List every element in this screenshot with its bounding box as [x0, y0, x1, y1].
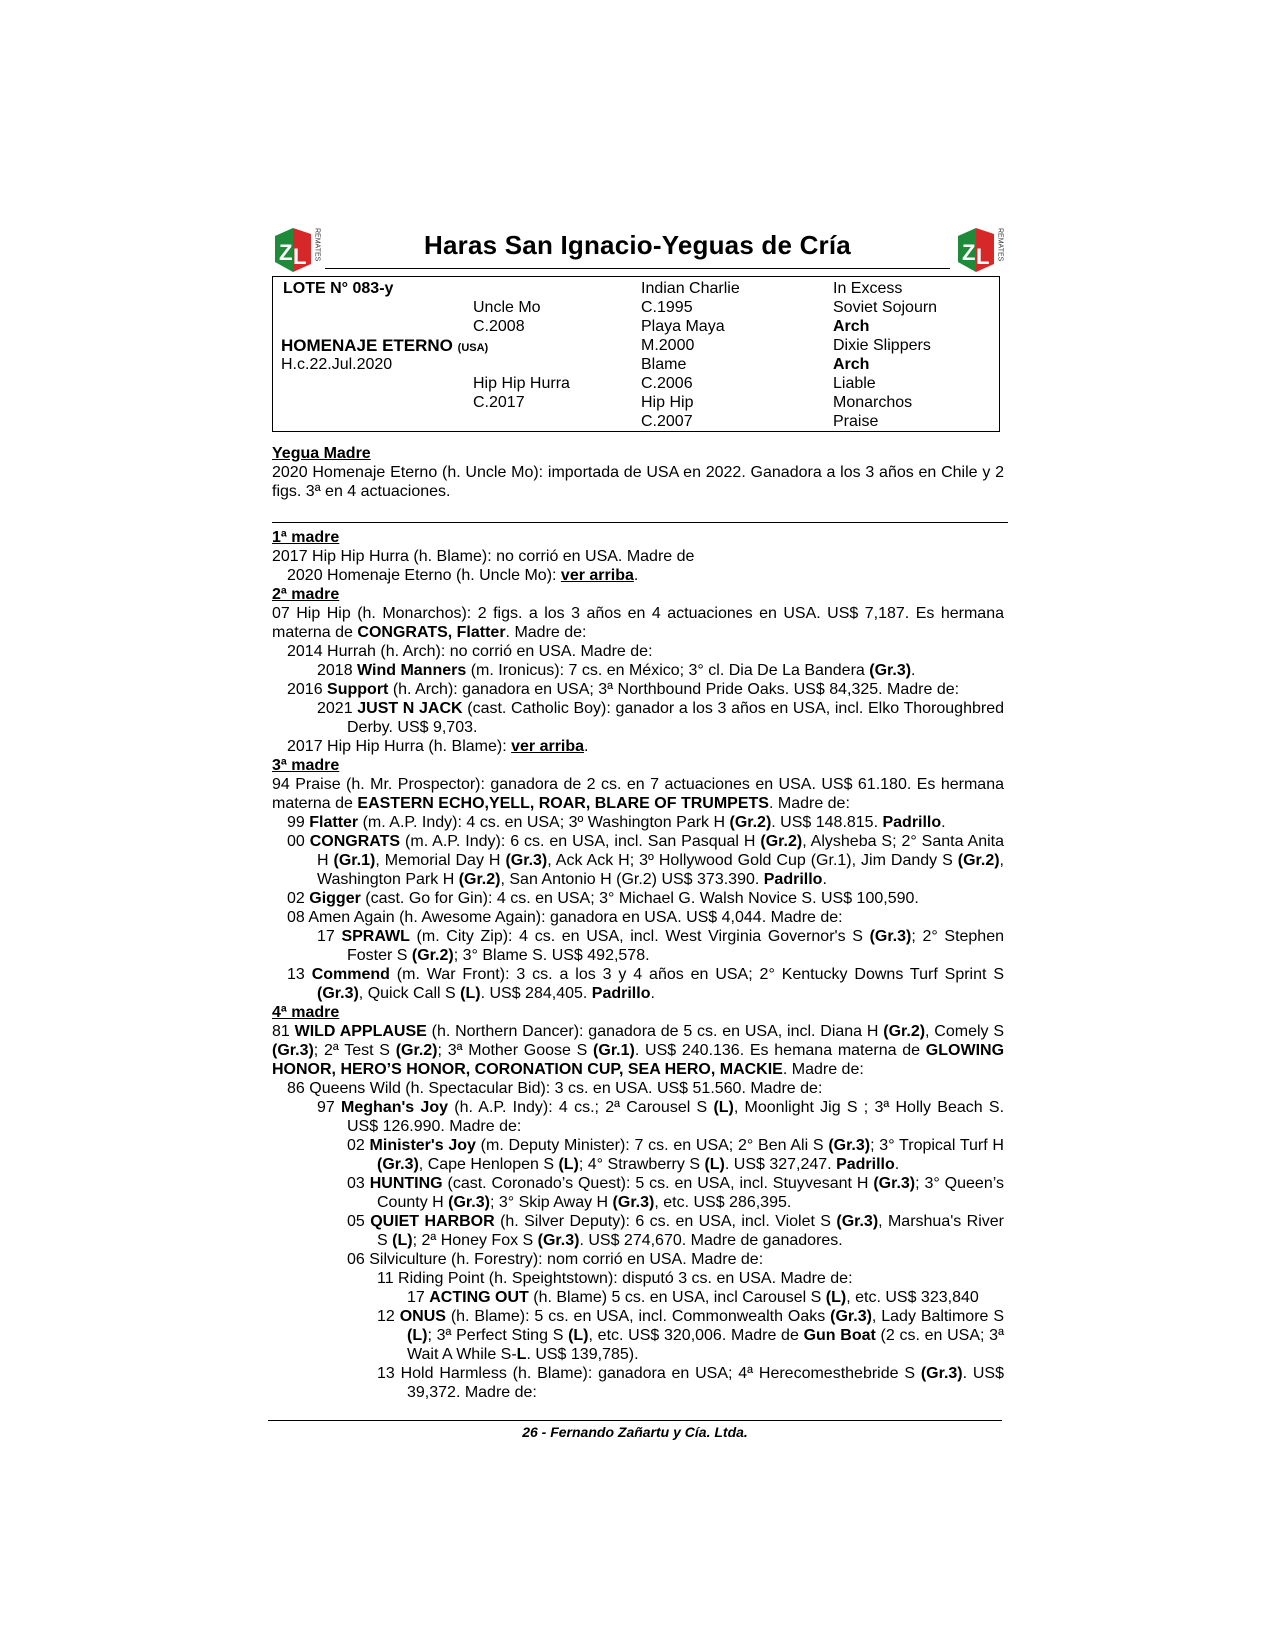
- madre3-line6: 13 Commend (m. War Front): 3 cs. a los 3 y 4 años en USA; 2° Kentucky Downs Turf Sprint S (Gr.3), Quick Call S (L). US$ 284,405. Padrillo.: [287, 966, 1004, 1002]
- great-grandparent-1: In Excess: [833, 280, 903, 297]
- lot-number: LOTE N° 083-y: [283, 280, 394, 297]
- madre4-line4: 03 HUNTING (cast. Coronado’s Quest): 5 cs. en USA, incl. Stuyvesant H (Gr.3); 3° Queen’s County H (Gr.3); 3° Skip Away H (Gr.3), etc. US$ 286,395.: [347, 1175, 1004, 1211]
- dam-year: C.2017: [473, 394, 525, 411]
- yegua-madre-heading: Yegua Madre: [272, 445, 371, 462]
- great-grandparent-4: Dixie Slippers: [833, 337, 931, 354]
- yegua-madre-text: 2020 Homenaje Eterno (h. Uncle Mo): importada de USA en 2022. Ganadora a los 3 años en Chile y 2 figs. 3ª en 4 actuaciones.: [272, 464, 1004, 500]
- madre3-para: 94 Praise (h. Mr. Prospector): ganadora de 2 cs. en 7 actuaciones en USA. US$ 61.180. Es hermana materna de EASTERN ECHO,YELL, ROAR, BLARE OF TRUMPETS. Madre de:: [272, 776, 1004, 812]
- madre2-line5: 2017 Hip Hip Hurra (h. Blame): ver arriba.: [287, 738, 589, 755]
- sire-name: Uncle Mo: [473, 299, 541, 316]
- madre3-line4: 08 Amen Again (h. Awesome Again): ganadora en USA. US$ 4,044. Madre de:: [287, 909, 843, 926]
- grandsire-1: Indian Charlie: [641, 280, 740, 297]
- madre4-line2: 97 Meghan's Joy (h. A.P. Indy): 4 cs.; 2ª Carousel S (L), Moonlight Jig S ; 3ª Holly Beach S. US$ 126.990. Madre de:: [317, 1099, 1005, 1135]
- madre2-line3: 2016 Support (h. Arch): ganadora en USA; 3ª Northbound Pride Oaks. US$ 84,325. Madre de:: [287, 681, 960, 698]
- madre3-heading: 3ª madre: [272, 757, 340, 774]
- remates-logo-right: [954, 222, 1006, 278]
- great-grandparent-5: Arch: [833, 356, 870, 373]
- pedigree-box: [272, 276, 1000, 432]
- svg-text:L: L: [976, 244, 990, 269]
- madre4-line1: 86 Queens Wild (h. Spectacular Bid): 3 cs. en USA. US$ 51.560. Madre de:: [287, 1080, 823, 1097]
- grandsire-2: Blame: [641, 356, 687, 373]
- madre4-line8: 17 ACTING OUT (h. Blame) 5 cs. en USA, incl Carousel S (L), etc. US$ 323,840: [407, 1289, 979, 1306]
- grandsire-1-year: C.1995: [641, 299, 693, 316]
- great-grandparent-8: Praise: [833, 413, 879, 430]
- svg-text:Z: Z: [962, 240, 976, 265]
- grandsire-2-year: C.2006: [641, 375, 693, 392]
- granddam-2-year: C.2007: [641, 413, 693, 430]
- madre4-heading: 4ª madre: [272, 1004, 340, 1021]
- svg-text:REMATES: REMATES: [313, 228, 321, 262]
- madre3-line5: 17 SPRAWL (m. City Zip): 4 cs. en USA, incl. West Virginia Governor's S (Gr.3); 2° Stephen Foster S (Gr.2); 3° Blame S. US$ 492,578.: [317, 928, 1005, 964]
- footer-rule: [268, 1420, 1002, 1421]
- title-rule: [325, 268, 950, 269]
- madre4-line9: 12 ONUS (h. Blame): 5 cs. en USA, incl. Commonwealth Oaks (Gr.3), Lady Baltimore S (L); 3ª Perfect Sting S (L), etc. US$ 320,006. Madre de Gun Boat (2 cs. en USA; 3ª Wait A While S-L. US$ 139,785).: [377, 1308, 1005, 1363]
- great-grandparent-3: Arch: [833, 318, 870, 335]
- madre4-line10: 13 Hold Harmless (h. Blame): ganadora en USA; 4ª Herecomesthebride S (Gr.3). US$ 39,372. Madre de:: [377, 1365, 1005, 1401]
- great-grandparent-6: Liable: [833, 375, 876, 392]
- page-footer: 26 - Fernando Zañartu y Cía. Ltda.: [522, 1424, 748, 1440]
- madre1-line1: 2017 Hip Hip Hurra (h. Blame): no corrió en USA. Madre de: [272, 548, 695, 565]
- madre2-line1: 2014 Hurrah (h. Arch): no corrió en USA. Madre de:: [287, 643, 653, 660]
- granddam-2: Hip Hip: [641, 394, 694, 411]
- svg-text:L: L: [293, 244, 307, 269]
- horse-birth: H.c.22.Jul.2020: [281, 356, 393, 373]
- madre3-line3: 02 Gigger (cast. Go for Gin): 4 cs. en USA; 3° Michael G. Walsh Novice S. US$ 100,590.: [287, 890, 919, 907]
- madre3-line2: 00 CONGRATS (m. A.P. Indy): 6 cs. en USA, incl. San Pasqual H (Gr.2), Alysheba S; 2° Santa Anita H (Gr.1), Memorial Day H (Gr.3), Ack Ack H; 3º Hollywood Gold Cup (Gr.1), Jim Dandy S (Gr.2), Washington Park H (Gr.2), San Antonio H (Gr.2) US$ 373.390. Padrillo.: [287, 833, 1005, 888]
- granddam-1-year: M.2000: [641, 337, 695, 354]
- madre4-line3: 02 Minister's Joy (m. Deputy Minister): 7 cs. en USA; 2° Ben Ali S (Gr.3); 3° Tropical Turf H (Gr.3), Cape Henlopen S (L); 4° Strawberry S (L). US$ 327,247. Padrillo.: [347, 1137, 1004, 1173]
- page-title: Haras San Ignacio-Yeguas de Cría: [424, 230, 851, 260]
- sire-year: C.2008: [473, 318, 525, 335]
- svg-text:REMATES: REMATES: [996, 228, 1004, 262]
- dam-name: Hip Hip Hurra: [473, 375, 570, 392]
- madre1-line2: 2020 Homenaje Eterno (h. Uncle Mo): ver arriba.: [287, 567, 639, 584]
- madre2-heading: 2ª madre: [272, 586, 340, 603]
- madre4-line7: 11 Riding Point (h. Speightstown): disputó 3 cs. en USA. Madre de:: [377, 1270, 853, 1287]
- remates-logo-left: [271, 222, 323, 278]
- madre3-line1: 99 Flatter (m. A.P. Indy): 4 cs. en USA; 3º Washington Park H (Gr.2). US$ 148.815. Padrillo.: [287, 814, 946, 831]
- madre1-heading: 1ª madre: [272, 529, 340, 546]
- svg-text:Z: Z: [279, 240, 293, 265]
- great-grandparent-7: Monarchos: [833, 394, 913, 411]
- great-grandparent-2: Soviet Sojourn: [833, 299, 938, 316]
- madre4-line6: 06 Silviculture (h. Forestry): nom corrió en USA. Madre de:: [347, 1251, 764, 1268]
- madre4-para: 81 WILD APPLAUSE (h. Northern Dancer): ganadora de 5 cs. en USA, incl. Diana H (Gr.2), Comely S (Gr.3); 2ª Test S (Gr.2); 3ª Mother Goose S (Gr.1). US$ 240.136. Es hemana materna de GLOWING HONOR, HERO’S HONOR, CORONATION CUP, SEA HERO, MACKIE. Madre de:: [272, 1023, 1005, 1078]
- madre2-line4: 2021 JUST N JACK (cast. Catholic Boy): ganador a los 3 años en USA, incl. Elko Thoroughbred Derby. US$ 9,703.: [317, 700, 1004, 736]
- madre2-line2: 2018 Wind Manners (m. Ironicus): 7 cs. en México; 3° cl. Dia De La Bandera (Gr.3).: [317, 662, 916, 679]
- section-rule: [272, 522, 1008, 523]
- madre2-para: 07 Hip Hip (h. Monarchos): 2 figs. a los 3 años en 4 actuaciones en USA. US$ 7,187. Es hermana materna de CONGRATS, Flatter. Madre de:: [272, 605, 1004, 641]
- granddam-1: Playa Maya: [641, 318, 725, 335]
- horse-name: HOMENAJE ETERNO (USA): [281, 336, 489, 355]
- madre4-line5: 05 QUIET HARBOR (h. Silver Deputy): 6 cs. en USA, incl. Violet S (Gr.3), Marshua's River S (L); 2ª Honey Fox S (Gr.3). US$ 274,670. Madre de ganadores.: [347, 1213, 1005, 1249]
